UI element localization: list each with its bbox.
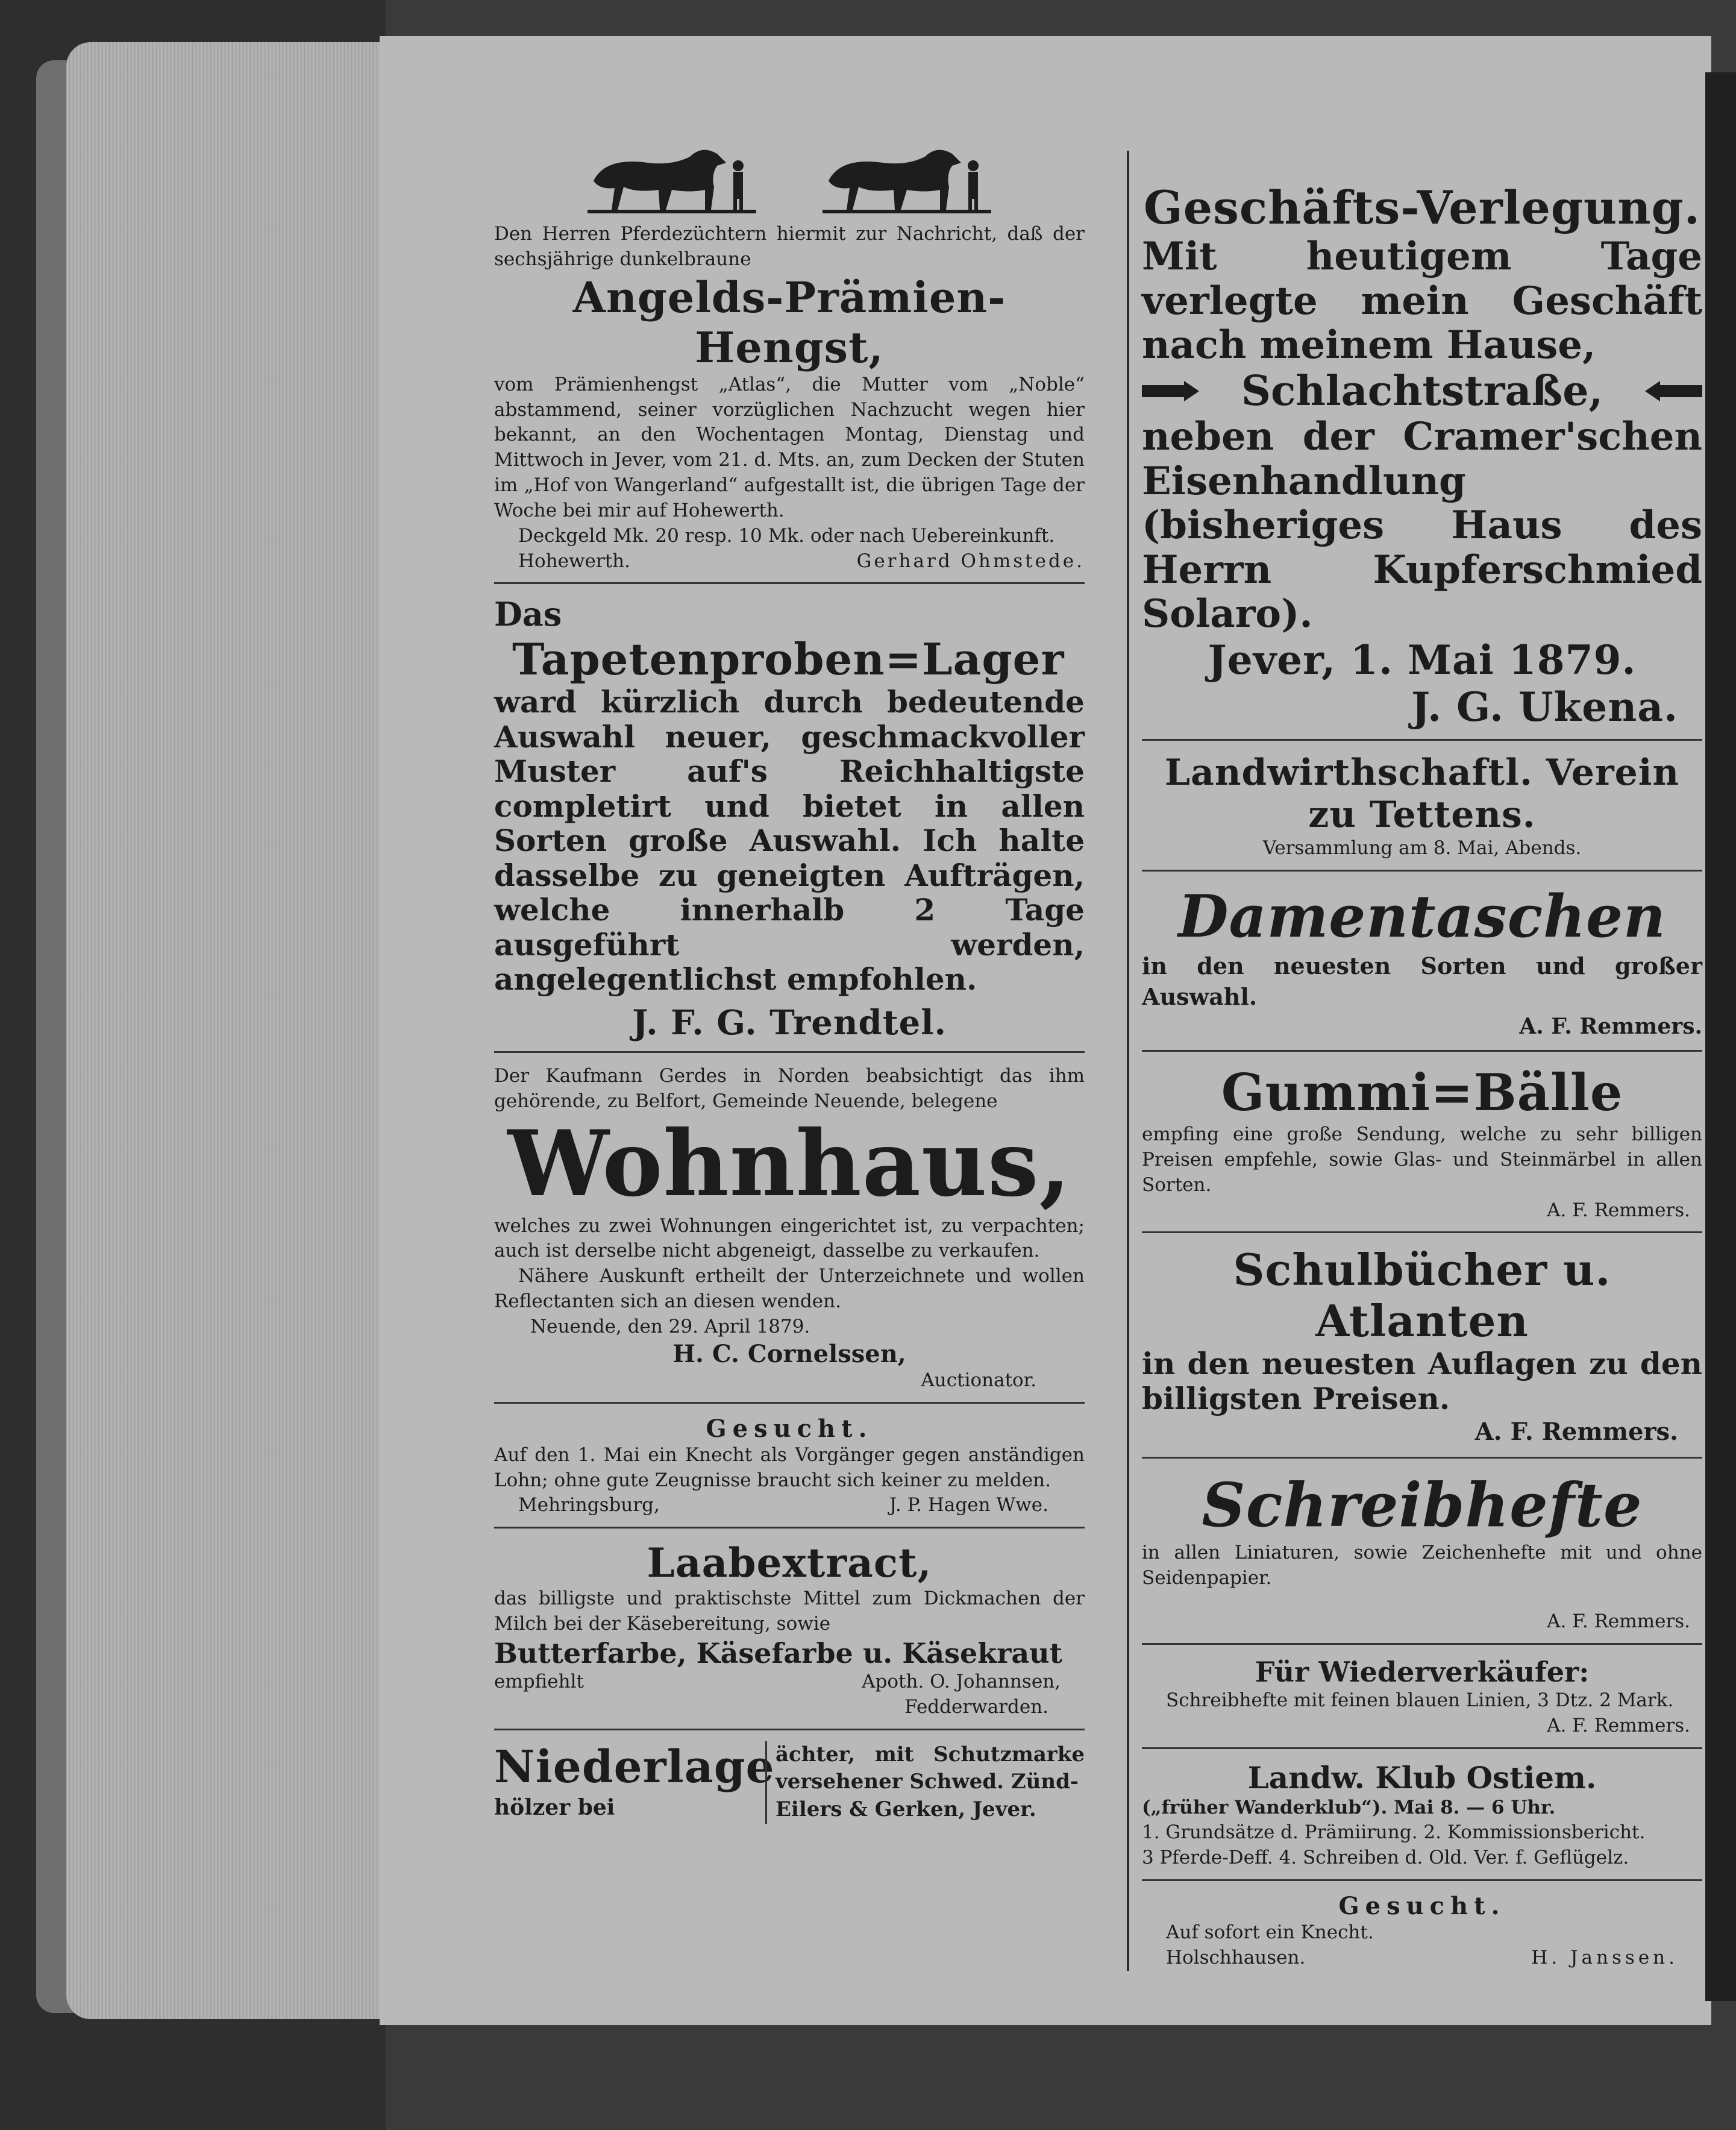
schulbuch-ad-body: in den neuesten Auflagen zu den billigsten Preisen. xyxy=(1142,1346,1702,1416)
klub-ad-line2: 1. Grundsätze d. Prämiirung. 2. Kommissionsbericht. xyxy=(1142,1821,1646,1844)
horse-ad-title: Angelds-Prämien-Hengst, xyxy=(572,272,1006,372)
schreib-ad-body: in allen Liniaturen, sowie Zeichenhefte mit und ohne Seidenpapier. xyxy=(1142,1542,1702,1589)
gesucht-ad-title: Gesucht. xyxy=(706,1414,873,1443)
verlegung-ad-line1: Mit heutigem Tage verlegte mein Geschäft nach meinem Hause, xyxy=(1142,234,1702,368)
verlegung-ad-line2: neben der Cramer'schen Eisenhandlung (bisheriges Haus des Herrn Kupferschmied Solaro). xyxy=(1142,413,1702,637)
horse-ad-place: Hohewerth. xyxy=(518,550,630,572)
gesucht-ad-body: Auf den 1. Mai ein Knecht als Vorgänger gegen anständigen Lohn; ohne gute Zeugnisse braucht sich keiner zu melden. xyxy=(494,1444,1085,1491)
wohnhaus-ad-title: Wohnhaus, xyxy=(507,1110,1071,1217)
schulbuecher-ad xyxy=(1142,1244,1702,1459)
laabextract-ad xyxy=(494,1539,1085,1730)
niederlage-ad-body: ächter, mit Schutzmarke versehener Schwed. Zünd- xyxy=(776,1742,1085,1794)
niederlage-ad-left xyxy=(494,1741,775,1824)
tapeten-ad-signer: J. F. G. Trendtel. xyxy=(632,1002,947,1043)
horse-ad-signature xyxy=(494,549,1085,574)
klub-ad-title: Landw. Klub Ostiem. xyxy=(1247,1759,1597,1795)
niederlage-ad xyxy=(494,1741,1085,1833)
gummi-ad-title: Gummi=Bälle xyxy=(1221,1062,1623,1122)
gesucht-knecht-ad xyxy=(1142,1892,1702,1979)
verlegung-ad-street: Schlachtstraße, xyxy=(1241,366,1603,415)
pointing-hand-icon xyxy=(1642,376,1702,406)
verein-ad-title: Landwirthschaftl. Verein zu Tettens. xyxy=(1164,751,1680,836)
wohnhaus-ad-dateline: Neuende, den 29. April 1879. xyxy=(530,1316,810,1337)
klub-ad-line1: („früher Wanderklub“). Mai 8. — 6 Uhr. xyxy=(1142,1796,1556,1818)
wohnhaus-ad-body2: Nähere Auskunft ertheilt der Unterzeichnete und wollen Reflectanten sich an diesen wenden. xyxy=(494,1265,1085,1313)
wohnhaus-ad-intro: Der Kaufmann Gerdes in Norden beabsichtigt das ihm gehörende, zu Belfort, Gemeinde Neuende, belegene xyxy=(494,1064,1085,1112)
gesucht2-ad-body: Auf sofort ein Knecht. xyxy=(1166,1921,1374,1944)
laabextract-ad-body: das billigste und praktischste Mittel zum Dickmachen der Milch bei der Käsebereitung, sowie xyxy=(494,1588,1085,1635)
damentaschen-ad xyxy=(1142,882,1702,1052)
horse-ad-fee: Deckgeld Mk. 20 resp. 10 Mk. oder nach Uebereinkunft. xyxy=(518,524,1055,547)
gummi-ad-signer: A. F. Remmers. xyxy=(1547,1199,1690,1221)
niederlage-ad-right xyxy=(765,1741,1085,1824)
horse-ad-intro: Den Herren Pferdezüchtern hiermit zur Nachricht, daß der sechsjährige dunkelbraune xyxy=(494,223,1085,270)
horse-illustrations xyxy=(494,139,1085,217)
horse-icon xyxy=(581,139,762,217)
klub-ad-line3: 3 Pferde-Deff. 4. Schreiben d. Old. Ver. f. Geflügelz. xyxy=(1142,1847,1629,1869)
verlegung-ad-title: Geschäfts-Verlegung. xyxy=(1143,181,1701,234)
gesucht-ad-signer: J. P. Hagen Wwe. xyxy=(889,1494,1048,1516)
verlegung-ad-signer: J. G. Ukena. xyxy=(1411,683,1678,730)
wohnhaus-ad-signer: H. C. Cornelssen, xyxy=(672,1339,906,1368)
wiederverkaeufer-ad xyxy=(1142,1656,1702,1749)
right-column xyxy=(1142,181,1702,1990)
gesucht-ad-signature xyxy=(494,1493,1085,1518)
gesucht2-ad-title: Gesucht. xyxy=(1338,1892,1506,1921)
niederlage-ad-sub: hölzer bei xyxy=(494,1794,615,1820)
gesucht-ad xyxy=(494,1415,1085,1529)
horse-ad-body: vom Prämienhengst „Atlas“, die Mutter vom „Noble“ abstammend, seiner vorzüglichen Nachzucht wegen hier bekannt, an den Wochentagen Montag, Dienstag und Mittwoch in Jever, vom 21. d. Mts. an, zum Decken der Stuten im „Hof von Wangerland“ aufgestallt ist, die übrigen Tage der Woche bei mir auf Hohewerth. xyxy=(494,373,1085,521)
tapeten-ad-title: Tapetenproben=Lager xyxy=(512,633,1065,685)
geschaefts-verlegung-ad xyxy=(1142,181,1702,741)
laabextract-ad-signer: Apoth. O. Johannsen, xyxy=(862,1670,1061,1692)
tapeten-ad-body: ward kürzlich durch bedeutende Auswahl neuer, geschmackvoller Muster auf's Reichhaltigste completirt und bietet in allen Sorten große Auswahl. Ich halte dasselbe zu geneigten Aufträgen, welche innerhalb 2 Tage ausgeführt werden, angelegentlichst empfohlen. xyxy=(494,684,1085,997)
gesucht2-ad-place: Holschhausen. xyxy=(1166,1946,1306,1968)
damen-ad-signer: A. F. Remmers. xyxy=(1519,1014,1702,1040)
gesucht2-ad-signer: H. Janssen. xyxy=(1531,1946,1678,1968)
laabextract-ad-subtitle: Butterfarbe, Käsefarbe u. Käsekraut xyxy=(494,1636,1062,1670)
gummi-ad-body: empfing eine große Sendung, welche zu sehr billigen Preisen empfehle, sowie Glas- und Steinmärbel in allen Sorten. xyxy=(1142,1123,1702,1196)
verein-tettens-ad xyxy=(1142,752,1702,872)
column-divider xyxy=(1127,151,1129,1971)
page-shadow-right xyxy=(1705,72,1736,2001)
horse-icon xyxy=(816,139,997,217)
wohnhaus-ad-body: welches zu zwei Wohnungen eingerichtet ist, zu verpachten; auch ist derselbe nicht abgeneigt, dasselbe zu verkaufen. xyxy=(494,1214,1085,1262)
book-spine-background xyxy=(0,0,386,2130)
wieder-ad-signer: A. F. Remmers. xyxy=(1547,1714,1690,1736)
damen-ad-title: Damentaschen xyxy=(1178,882,1666,950)
tapeten-ad xyxy=(494,595,1085,1053)
niederlage-ad-title: Niederlage xyxy=(494,1741,775,1793)
laabextract-ad-signature xyxy=(494,1670,1085,1695)
laabextract-ad-recommend: empfiehlt xyxy=(494,1670,584,1692)
left-column xyxy=(494,139,1085,1843)
laabextract-ad-signer-place: Fedderwarden. xyxy=(904,1695,1048,1718)
schulbuch-ad-title: Schulbücher u. Atlanten xyxy=(1233,1244,1611,1347)
pointing-hand-icon xyxy=(1142,376,1202,406)
schreibhefte-ad xyxy=(1142,1469,1702,1645)
wieder-ad-body: Schreibhefte mit feinen blauen Linien, 3 Dtz. 2 Mark. xyxy=(1166,1689,1674,1711)
verein-ad-body: Versammlung am 8. Mai, Abends. xyxy=(1262,837,1582,859)
book-page-edges xyxy=(66,42,380,2019)
gesucht2-ad-signature xyxy=(1142,1946,1702,1971)
klub-ostiem-ad xyxy=(1142,1760,1702,1882)
wohnhaus-ad-signer-role: Auctionator. xyxy=(921,1369,1036,1391)
horse-ad-signer: Gerhard Ohmstede. xyxy=(856,550,1085,572)
gummi-baelle-ad xyxy=(1142,1063,1702,1233)
verlegung-ad-dateline: Jever, 1. Mai 1879. xyxy=(1208,636,1637,683)
laabextract-ad-title: Laabextract, xyxy=(647,1539,932,1587)
damen-ad-body: in den neuesten Sorten und großer Auswahl. xyxy=(1142,952,1702,1011)
tapeten-ad-title-small: Das xyxy=(494,595,562,634)
schreib-ad-signer: A. F. Remmers. xyxy=(1547,1610,1690,1633)
wohnhaus-ad xyxy=(494,1064,1085,1404)
schulbuch-ad-signer: A. F. Remmers. xyxy=(1474,1418,1678,1447)
schreib-ad-title: Schreibhefte xyxy=(1202,1469,1643,1541)
gesucht-ad-place: Mehringsburg, xyxy=(518,1494,660,1516)
horse-stallion-ad xyxy=(494,139,1085,584)
wieder-ad-title: Für Wiederverkäufer: xyxy=(1255,1655,1590,1688)
verlegung-ad-street-row xyxy=(1142,368,1702,415)
niederlage-ad-signer: Eilers & Gerken, Jever. xyxy=(776,1797,1036,1822)
